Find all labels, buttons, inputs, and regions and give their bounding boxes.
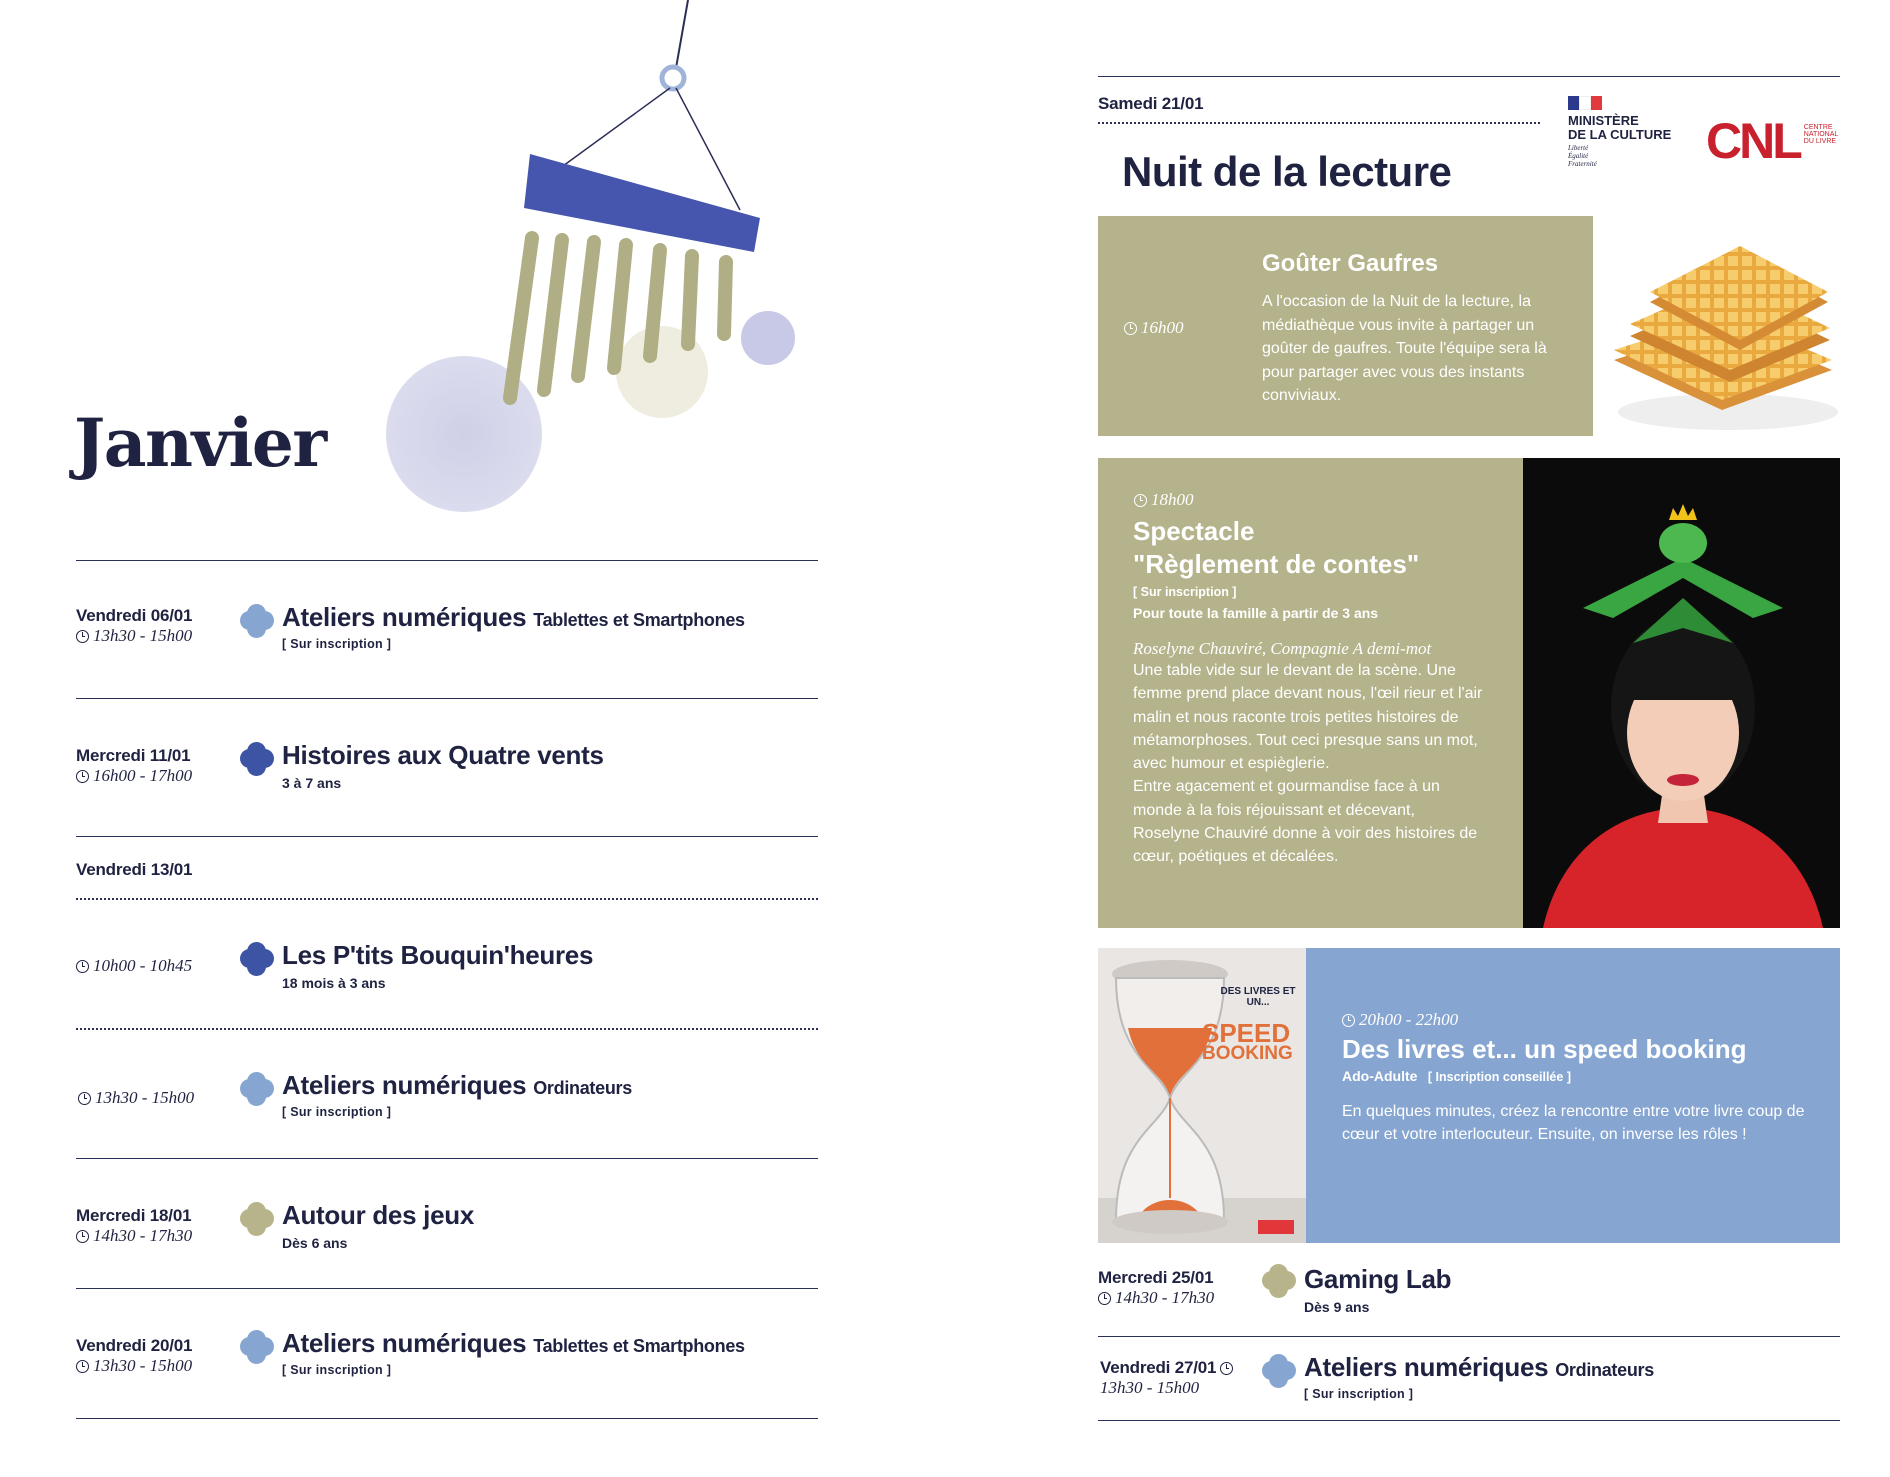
flower-light-icon xyxy=(240,604,274,638)
registration-note: [ Inscription conseillée ] xyxy=(1427,1070,1571,1084)
event-time: 14h30 - 17h30 xyxy=(93,1226,193,1245)
clock-icon xyxy=(1134,494,1147,507)
event-row xyxy=(1100,1358,1233,1398)
age-note: 18 mois à 3 ans xyxy=(282,975,386,991)
event-subtitle: Ordinateurs xyxy=(1555,1360,1654,1380)
event-title: Goûter Gaufres xyxy=(1262,250,1439,277)
event-time: 13h30 - 15h00 xyxy=(1100,1378,1200,1397)
event-subtitle: Ordinateurs xyxy=(533,1078,632,1098)
event-subtitle: Tablettes et Smartphones xyxy=(533,1336,745,1356)
event-day: Mercredi 18/01 xyxy=(76,1206,192,1225)
clock-icon xyxy=(76,1230,89,1243)
event-title: Des livres et... un speed booking xyxy=(1342,1034,1747,1064)
event-day: Mercredi 25/01 xyxy=(1098,1268,1214,1287)
flower-light-icon xyxy=(1262,1354,1296,1388)
event-description: A l'occasion de la Nuit de la lecture, la médiathèque vous invite à partager un goûter de gaufres. Toute l'équipe sera là pour partager avec vous des instants conviviaux. xyxy=(1262,293,1547,404)
clock-icon xyxy=(78,1092,91,1105)
flower-light-icon xyxy=(240,1330,274,1364)
clock-icon xyxy=(76,770,89,783)
french-flag-icon xyxy=(1568,96,1602,110)
ministry-logo: MINISTÈRE DE LA CULTURE Liberté Égalité Fraternité xyxy=(1568,96,1671,168)
event-title: Ateliers numériques xyxy=(282,1070,527,1100)
speed-booking-panel xyxy=(1306,948,1840,1243)
event-day: Mercredi 11/01 xyxy=(76,746,191,765)
event-time: 16h00 xyxy=(1141,318,1184,337)
event-time: 16h00 - 17h00 xyxy=(93,766,193,785)
event-title: Spectacle xyxy=(1133,516,1255,546)
registration-note: [ Sur inscription ] xyxy=(1133,585,1237,599)
age-note: Dès 9 ans xyxy=(1304,1299,1370,1315)
flower-light-icon xyxy=(240,1072,274,1106)
flower-olive-icon xyxy=(1262,1264,1296,1298)
event-time: 10h00 - 10h45 xyxy=(93,956,193,975)
clock-icon xyxy=(76,1360,89,1373)
clock-icon xyxy=(1220,1362,1233,1375)
event-subtitle: Tablettes et Smartphones xyxy=(533,610,745,630)
clock-icon xyxy=(1124,322,1137,335)
flower-dark-icon xyxy=(240,942,274,976)
flower-olive-icon xyxy=(240,1202,274,1236)
clock-icon xyxy=(1342,1014,1355,1027)
event-description: En quelques minutes, créez la rencontre entre votre livre coup de cœur et votre interlocuteur. Ensuite, on inverse les rôles ! xyxy=(1342,1103,1805,1144)
performer-photo xyxy=(1523,458,1840,928)
audience-note: Ado-Adulte xyxy=(1342,1068,1418,1084)
event-day: Vendredi 20/01 xyxy=(76,1336,193,1355)
event-time: 18h00 xyxy=(1151,490,1194,509)
month-title: Janvier xyxy=(74,404,326,482)
clock-icon xyxy=(76,960,89,973)
event-row xyxy=(76,746,192,786)
event-row xyxy=(1098,1268,1214,1308)
author-credit: Roselyne Chauviré, Compagnie A demi-mot xyxy=(1133,639,1432,658)
event-title: Gaming Lab xyxy=(1304,1264,1452,1294)
page-title: Nuit de la lecture xyxy=(1122,148,1452,195)
event-title-quote: "Règlement de contes" xyxy=(1133,549,1420,579)
audience-note: Pour toute la famille à partir de 3 ans xyxy=(1133,605,1379,621)
poster-title-1: SPEED xyxy=(1202,1018,1291,1048)
age-note: 3 à 7 ans xyxy=(282,775,342,791)
event-title: Histoires aux Quatre vents xyxy=(282,740,604,770)
clock-icon xyxy=(76,630,89,643)
event-description: Une table vide sur le devant de la scène. Une femme prend place devant nous, l'œil rieur et l'air malin et nous raconte trois petites histoires de métamorphoses. Tout ceci presque sans un mot, avec humour et espièglerie. xyxy=(1133,662,1483,773)
event-row xyxy=(76,606,192,646)
event-time: 14h30 - 17h30 xyxy=(1115,1288,1215,1307)
poster-title-2: BOOKING xyxy=(1202,1043,1293,1064)
event-title: Ateliers numériques xyxy=(282,602,527,632)
event-day: Vendredi 13/01 xyxy=(76,860,193,879)
clock-icon xyxy=(1098,1292,1111,1305)
registration-note: [ Sur inscription ] xyxy=(282,1105,392,1119)
poster-kicker: DES LIVRES ET UN... xyxy=(1220,986,1296,1008)
event-time: 13h30 - 15h00 xyxy=(95,1088,195,1107)
event-title: Ateliers numériques xyxy=(282,1328,527,1358)
hanging-mobile-illustration xyxy=(370,0,810,520)
date-heading: Samedi 21/01 xyxy=(1098,94,1204,113)
event-time: 13h30 - 15h00 xyxy=(93,1356,193,1375)
event-time: 20h00 - 22h00 xyxy=(1359,1010,1459,1029)
registration-note: [ Sur inscription ] xyxy=(1304,1387,1414,1401)
speed-booking-poster xyxy=(1098,948,1306,1243)
cnl-logo: CNL CENTRE NATIONAL DU LIVRE xyxy=(1706,113,1839,169)
age-note: Dès 6 ans xyxy=(282,1235,348,1251)
event-row xyxy=(76,1336,192,1376)
event-title: Les P'tits Bouquin'heures xyxy=(282,940,594,970)
flower-dark-icon xyxy=(240,742,274,776)
event-description: Entre agacement et gourmandise face à un monde à la fois réjouissant et décevant, Roselyne Chauviré donne à voir des histoires de cœur, poétiques et décalées. xyxy=(1133,778,1478,866)
event-title: Autour des jeux xyxy=(282,1200,474,1230)
event-title: Ateliers numériques xyxy=(1304,1352,1549,1382)
registration-note: [ Sur inscription ] xyxy=(282,637,392,651)
event-day: Vendredi 06/01 xyxy=(76,606,193,625)
event-day: Vendredi 27/01 xyxy=(1100,1358,1217,1377)
registration-note: [ Sur inscription ] xyxy=(282,1363,392,1377)
event-time: 13h30 - 15h00 xyxy=(93,626,193,645)
waffles-photo xyxy=(1600,240,1840,440)
event-row xyxy=(76,1206,192,1246)
